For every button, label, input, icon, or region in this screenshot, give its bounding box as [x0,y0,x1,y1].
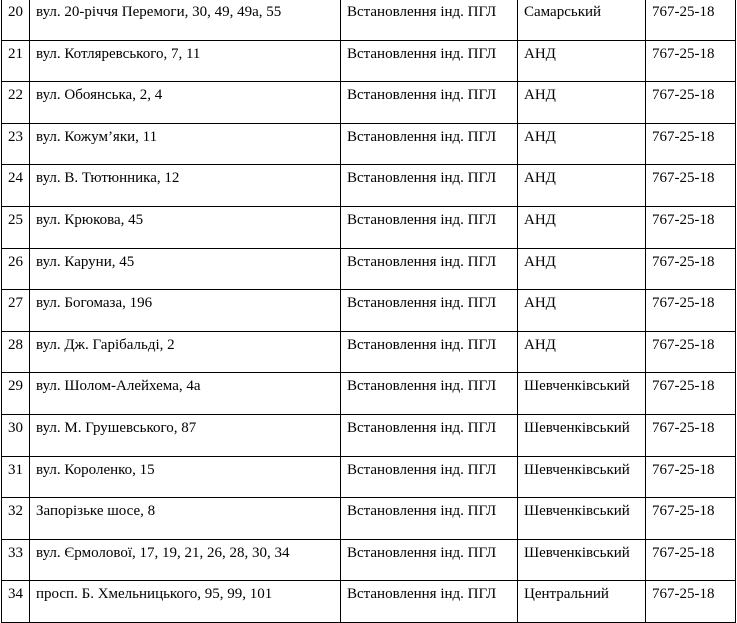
row-number [2,82,30,124]
phone-cell [646,0,736,40]
district-cell-text: АНД [524,295,556,312]
phone-cell [646,373,736,415]
district-cell [518,248,646,290]
row-number [2,123,30,165]
phone-cell [646,82,736,124]
district-cell-text: АНД [524,128,556,145]
table-row [2,123,736,165]
district-cell-text: Шевченківський [524,544,630,561]
address-cell [30,0,341,40]
work-type-cell [341,165,518,207]
address-cell [30,40,341,82]
district-cell [518,456,646,498]
phone-cell [646,456,736,498]
work-type-cell-text: Встановлення інд. ПГЛ [347,503,497,520]
address-cell [30,456,341,498]
row-number [2,165,30,207]
table-row [2,373,736,415]
district-cell [518,414,646,456]
work-type-cell-text: Встановлення інд. ПГЛ [347,211,497,228]
phone-cell [646,123,736,165]
district-cell-text: Шевченківський [524,503,630,520]
table-row [2,331,736,373]
address-cell-text: вул. Крюкова, 45 [36,211,144,228]
district-cell-text: Центральний [524,586,609,603]
district-cell-text: АНД [524,253,556,270]
phone-cell [646,414,736,456]
address-cell [30,82,341,124]
row-number-text: 33 [8,544,23,561]
phone-cell-text: 767-25-18 [652,4,715,20]
address-cell [30,165,341,207]
phone-cell [646,165,736,207]
phone-cell-text: 767-25-18 [652,87,715,104]
row-number-text: 23 [8,128,23,145]
phone-cell [646,290,736,332]
phone-cell-text: 767-25-18 [652,128,715,145]
row-number [2,456,30,498]
address-cell-text: просп. Б. Хмельницького, 95, 99, 101 [36,586,273,603]
work-type-cell-text: Встановлення інд. ПГЛ [347,45,497,62]
work-type-cell-text: Встановлення інд. ПГЛ [347,586,497,603]
work-type-cell [341,248,518,290]
district-cell [518,206,646,248]
district-cell [518,123,646,165]
work-type-cell [341,40,518,82]
work-type-cell [341,290,518,332]
row-number [2,206,30,248]
address-cell-text: вул. Богомаза, 196 [36,295,153,312]
row-number-text: 32 [8,503,23,520]
address-cell-text: вул. Котляревського, 7, 11 [36,45,201,62]
address-cell [30,373,341,415]
row-number [2,414,30,456]
phone-cell [646,248,736,290]
work-type-cell [341,539,518,581]
district-cell-text: Шевченківський [524,419,630,436]
row-number-text: 20 [8,4,23,20]
work-type-cell [341,498,518,540]
row-number [2,581,30,623]
phone-cell-text: 767-25-18 [652,419,715,436]
table-row [2,0,736,40]
work-type-cell-text: Встановлення інд. ПГЛ [347,378,497,395]
phone-cell-text: 767-25-18 [652,211,715,228]
phone-cell-text: 767-25-18 [652,544,715,561]
table-row [2,206,736,248]
phone-cell-text: 767-25-18 [652,45,715,62]
row-number [2,539,30,581]
work-type-cell [341,581,518,623]
work-type-cell [341,206,518,248]
district-cell-text: АНД [524,336,556,353]
work-type-cell [341,414,518,456]
district-cell [518,331,646,373]
phone-cell [646,40,736,82]
district-cell-text: АНД [524,170,556,187]
district-cell [518,498,646,540]
row-number [2,40,30,82]
address-cell-text: вул. Короленко, 15 [36,461,155,478]
work-type-cell-text: Встановлення інд. ПГЛ [347,544,497,561]
address-cell-text: вул. В. Тютюнника, 12 [36,170,180,187]
work-type-cell [341,331,518,373]
district-cell [518,581,646,623]
address-cell-text: вул. 20-річчя Перемоги, 30, 49, 49а, 55 [36,4,282,20]
district-cell-text: АНД [524,87,556,104]
phone-cell [646,331,736,373]
work-type-cell [341,82,518,124]
phone-cell-text: 767-25-18 [652,253,715,270]
row-number [2,331,30,373]
work-type-cell-text: Встановлення інд. ПГЛ [347,419,497,436]
address-cell [30,206,341,248]
table-row [2,248,736,290]
table-row [2,40,736,82]
row-number [2,290,30,332]
work-type-cell-text: Встановлення інд. ПГЛ [347,128,497,145]
district-cell [518,82,646,124]
works-table-body [2,0,736,622]
work-type-cell [341,373,518,415]
phone-cell-text: 767-25-18 [652,586,715,603]
address-cell-text: вул. Єрмолової, 17, 19, 21, 26, 28, 30, 34 [36,544,290,561]
work-type-cell-text: Встановлення інд. ПГЛ [347,295,497,312]
work-type-cell [341,456,518,498]
row-number-text: 24 [8,170,23,187]
phone-cell-text: 767-25-18 [652,170,715,187]
row-number-text: 26 [8,253,23,270]
row-number-text: 22 [8,87,23,104]
address-cell [30,414,341,456]
phone-cell-text: 767-25-18 [652,336,715,353]
district-cell [518,0,646,40]
phone-cell [646,206,736,248]
address-cell [30,123,341,165]
district-cell [518,373,646,415]
table-row [2,82,736,124]
row-number-text: 21 [8,45,23,62]
district-cell-text: Самарський [524,4,602,20]
address-cell-text: вул. Дж. Гарібальді, 2 [36,336,175,353]
table-row [2,456,736,498]
work-type-cell-text: Встановлення інд. ПГЛ [347,253,497,270]
phone-cell [646,498,736,540]
district-cell [518,40,646,82]
address-cell-text: вул. Шолом-Алейхема, 4а [36,378,201,395]
works-table [1,0,736,623]
address-cell [30,539,341,581]
row-number-text: 31 [8,461,23,478]
row-number-text: 34 [8,586,23,603]
address-cell [30,581,341,623]
table-row [2,581,736,623]
work-type-cell-text: Встановлення інд. ПГЛ [347,4,497,20]
phone-cell-text: 767-25-18 [652,503,715,520]
work-type-cell-text: Встановлення інд. ПГЛ [347,87,497,104]
row-number-text: 28 [8,336,23,353]
row-number [2,373,30,415]
district-cell-text: Шевченківський [524,378,630,395]
row-number-text: 27 [8,295,23,312]
work-type-cell [341,123,518,165]
row-number [2,0,30,40]
row-number-text: 25 [8,211,23,228]
address-cell [30,331,341,373]
work-type-cell-text: Встановлення інд. ПГЛ [347,461,497,478]
address-cell [30,290,341,332]
address-cell [30,248,341,290]
district-cell-text: АНД [524,211,556,228]
row-number-text: 29 [8,378,23,395]
address-cell-text: Запорізьке шосе, 8 [36,503,156,520]
table-row [2,165,736,207]
district-cell-text: АНД [524,45,556,62]
phone-cell-text: 767-25-18 [652,295,715,312]
phone-cell-text: 767-25-18 [652,378,715,395]
address-cell-text: вул. Обоянська, 2, 4 [36,87,163,104]
table-row [2,498,736,540]
district-cell [518,290,646,332]
address-cell-text: вул. М. Грушевського, 87 [36,419,197,436]
work-type-cell-text: Встановлення інд. ПГЛ [347,336,497,353]
row-number [2,498,30,540]
table-row [2,290,736,332]
phone-cell [646,581,736,623]
district-cell [518,165,646,207]
row-number-text: 30 [8,419,23,436]
work-type-cell [341,0,518,40]
work-type-cell-text: Встановлення інд. ПГЛ [347,170,497,187]
row-number [2,248,30,290]
phone-cell [646,539,736,581]
address-cell [30,498,341,540]
phone-cell-text: 767-25-18 [652,461,715,478]
district-cell [518,539,646,581]
address-cell-text: вул. Каруни, 45 [36,253,135,270]
district-cell-text: Шевченківський [524,461,630,478]
address-cell-text: вул. Кожум’яки, 11 [36,128,158,145]
table-row [2,539,736,581]
table-row [2,414,736,456]
